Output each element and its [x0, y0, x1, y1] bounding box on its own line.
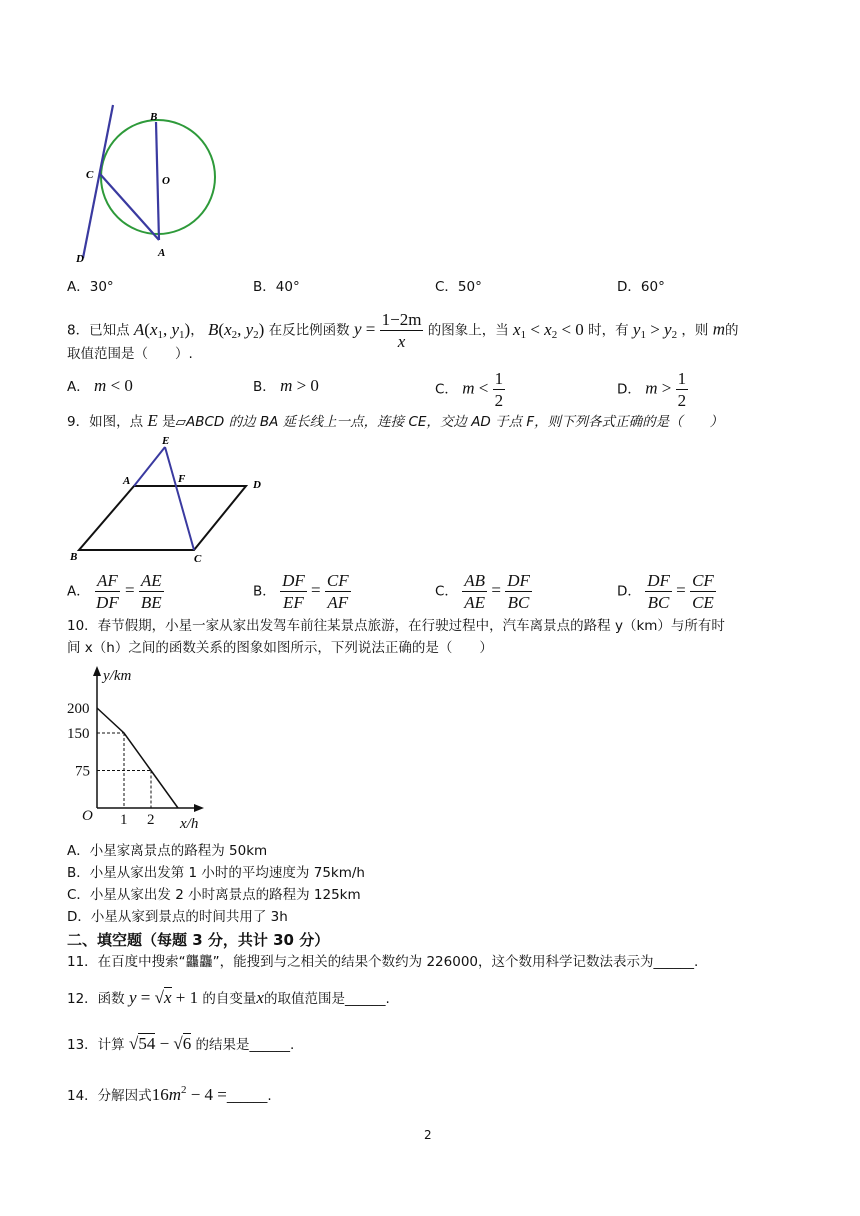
label-f: F [178, 473, 186, 485]
q10-stem-line2: 间 x（h）之间的函数关系的图象如图所示，下列说法正确的是（ ） [67, 640, 493, 656]
q9-option-c[interactable]: C． $\frac{AB}{AE}$ = $\frac{DF}{BC}$ [435, 571, 530, 612]
section-2-heading: 二、填空题（每题 3 分，共计 30 分） [67, 931, 330, 949]
q7-option-d[interactable]: D．60° [617, 279, 665, 295]
extension-ae [134, 447, 165, 486]
y-axis-label: y/km [103, 668, 132, 684]
q10-distance-time-chart [60, 662, 220, 834]
q8-function-fraction: $\frac{1-2m}{x}$ [381, 310, 422, 351]
point-b: $B(x_2$, $y_2$) [208, 319, 265, 341]
x-tick-label-2: 2 [147, 812, 155, 828]
label-d: D [253, 479, 261, 491]
label-b: B [150, 111, 158, 123]
q11-stem: 11．在百度中搜索“龘龘”，能搜到与之相关的结果个数约为 226000，这个数用科学记数法表示为______. [67, 954, 699, 970]
y-tick-label-75: 75 [75, 763, 90, 780]
series-line [97, 708, 178, 808]
y-tick-label-200: 200 [67, 701, 90, 717]
page-number: 2 [424, 1128, 432, 1142]
x-axis-label: x/h [180, 816, 199, 832]
q13-stem: 13．计算 √54 − √6 的结果是______. [67, 1034, 295, 1053]
parallelogram-abcd [79, 486, 246, 550]
segment-ec [165, 447, 194, 550]
y-tick-label-150: 150 [67, 726, 90, 742]
q9-option-d[interactable]: D． $\frac{DF}{BC}$ = $\frac{CF}{CE}$ [617, 571, 714, 612]
q8-option-a[interactable]: A． m < 0 [67, 376, 133, 395]
q8-stem: 8．已知点 $A(x_1$, $y_1$)， $B(x_2$, $y_2$) 在反比例函数 y = $\frac{1-2m}{x}$ 的图象上，当 $x_1 < x_2 < 0$ 时，有 $y_1 > y_2$ ，则 m的 [67, 310, 739, 351]
label-d: D [76, 253, 84, 265]
q7-option-b[interactable]: B．40° [253, 279, 300, 295]
x-tick-label-1: 1 [120, 812, 128, 828]
q8-stem-line2: 取值范围是（ ）. [67, 346, 193, 362]
label-a: A [158, 247, 166, 259]
q10-option-d[interactable]: D．小星从家到景点的时间共用了 3h [67, 909, 288, 925]
label-e: E [162, 435, 170, 447]
q8-option-b[interactable]: B． m > 0 [253, 376, 319, 395]
q9-option-b[interactable]: B． $\frac{DF}{EF}$ = $\frac{CF}{AF}$ [253, 571, 349, 612]
q12-stem: 12．函数 y = √x + 1 的自变量x的取值范围是______. [67, 988, 390, 1007]
q8-option-d[interactable]: D． m > $\frac{1}{2}$ [617, 369, 687, 410]
label-o: O [162, 175, 170, 187]
label-c: C [86, 169, 94, 181]
q14-stem: 14．分解因式$16m^2 - 4$ =______. [67, 1084, 272, 1104]
origin-label: O [82, 808, 93, 824]
q8-option-c[interactable]: C． m < $\frac{1}{2}$ [435, 369, 504, 410]
q10-option-c[interactable]: C．小星从家出发 2 小时离景点的路程为 125km [67, 887, 361, 903]
q7-option-a[interactable]: A．30° [67, 279, 114, 295]
q10-stem-line1: 10．春节假期，小星一家从家出发驾车前往某景点旅游，在行驶过程中，汽车离景点的路程 y（km）与所有时 [67, 618, 725, 634]
label-a: A [123, 475, 131, 487]
y-axis-arrow [93, 666, 101, 676]
q7-circle-figure [76, 100, 230, 270]
label-c: C [194, 553, 202, 565]
point-a: $A(x_1$, $y_1$) [133, 319, 191, 341]
label-b: B [70, 551, 78, 563]
q10-option-a[interactable]: A．小星家离景点的路程为 50km [67, 843, 268, 859]
diameter-ab [156, 122, 159, 240]
tangent-line-cd [83, 105, 113, 258]
q7-option-c[interactable]: C．50° [435, 279, 482, 295]
q9-option-a[interactable]: A． $\frac{AF}{DF}$ = $\frac{AE}{BE}$ [67, 571, 162, 612]
q9-stem: 9．如图，点 E 是▱ABCD 的边 BA 延长线上一点，连接 CE，交边 AD 于点 F，则下列各式正确的是（ ） [67, 411, 724, 430]
x-axis-arrow [194, 804, 204, 812]
q10-option-b[interactable]: B．小星从家出发第 1 小时的平均速度为 75km/h [67, 865, 365, 881]
q9-parallelogram-figure [66, 432, 276, 567]
